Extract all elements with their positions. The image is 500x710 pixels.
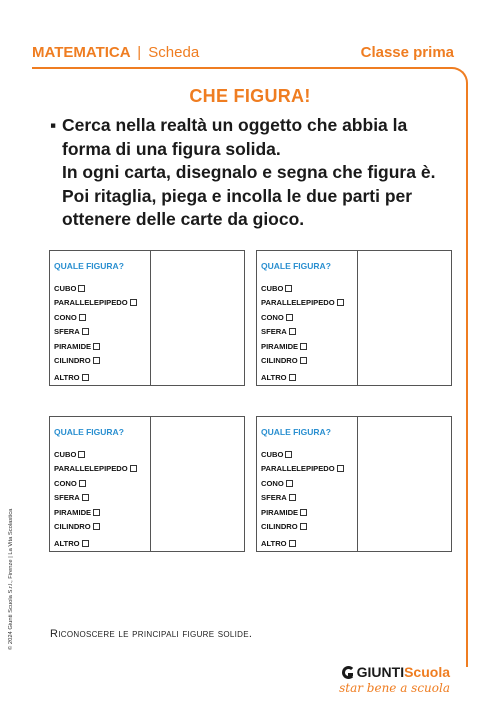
bullet-icon: ▪ <box>50 115 57 135</box>
option-cono: CONO <box>54 479 86 488</box>
learning-objective: Riconoscere le principali figure solide. <box>50 628 253 640</box>
checkbox[interactable] <box>300 523 307 530</box>
option-piramide: PIRAMIDE <box>261 508 307 517</box>
checkbox[interactable] <box>289 374 296 381</box>
option-cubo: CUBO <box>261 284 292 293</box>
checkbox[interactable] <box>289 494 296 501</box>
option-parallelepipedo: PARALLELEPIPEDO <box>261 464 344 473</box>
header-separator: | <box>137 44 142 61</box>
checkbox[interactable] <box>286 314 293 321</box>
checkbox[interactable] <box>337 299 344 306</box>
option-parallelepipedo: PARALLELEPIPEDO <box>54 298 137 307</box>
card-question: QUALE FIGURA? <box>54 427 124 437</box>
game-card <box>256 250 452 386</box>
option-sfera: SFERA <box>54 493 89 502</box>
sheet-label: Scheda <box>148 44 200 61</box>
logo-g-icon <box>342 666 355 679</box>
checkbox[interactable] <box>300 357 307 364</box>
instruction-line: In ogni carta, disegnalo e segna che figura è. <box>62 162 436 182</box>
option-altro: ALTRO <box>54 373 89 382</box>
checkbox[interactable] <box>78 285 85 292</box>
checkbox[interactable] <box>93 509 100 516</box>
option-cono: CONO <box>261 313 293 322</box>
logo-brand: GIUNTI Scuola <box>339 664 450 680</box>
checkbox[interactable] <box>285 285 292 292</box>
option-cono: CONO <box>54 313 86 322</box>
checkbox[interactable] <box>82 540 89 547</box>
option-piramide: PIRAMIDE <box>261 342 307 351</box>
checkbox[interactable] <box>93 357 100 364</box>
option-sfera: SFERA <box>261 493 296 502</box>
checkbox[interactable] <box>289 540 296 547</box>
option-parallelepipedo: PARALLELEPIPEDO <box>261 298 344 307</box>
checkbox[interactable] <box>79 480 86 487</box>
game-card <box>49 250 245 386</box>
option-parallelepipedo: PARALLELEPIPEDO <box>54 464 137 473</box>
option-altro: ALTRO <box>54 539 89 548</box>
subject-name: MATEMATICA <box>32 44 131 61</box>
game-card <box>256 416 452 552</box>
checkbox[interactable] <box>78 451 85 458</box>
checkbox[interactable] <box>300 343 307 350</box>
option-sfera: SFERA <box>54 327 89 336</box>
instruction-line: Poi ritaglia, piega e incolla le due parti per <box>62 185 413 206</box>
checkbox[interactable] <box>130 465 137 472</box>
subject-label <box>32 44 199 61</box>
option-cono: CONO <box>261 479 293 488</box>
option-cubo: CUBO <box>261 450 292 459</box>
option-cubo: CUBO <box>54 284 85 293</box>
instruction-line: ottenere delle carte da gioco. <box>62 209 305 229</box>
checkbox[interactable] <box>289 328 296 335</box>
option-sfera: SFERA <box>261 327 296 336</box>
copyright-notice: © 2024 Giunti Scuola S.r.l., Firenze | La Vita Scolastica <box>8 508 14 650</box>
card-options-panel <box>50 251 151 385</box>
card-question: QUALE FIGURA? <box>261 261 331 271</box>
page-title: CHE FIGURA! <box>189 86 311 106</box>
checkbox[interactable] <box>79 314 86 321</box>
instructions <box>50 114 450 232</box>
checkbox[interactable] <box>93 343 100 350</box>
checkbox[interactable] <box>130 299 137 306</box>
option-cilindro: CILINDRO <box>54 356 100 365</box>
instruction-line: ▪ Cerca nella realtà un oggetto che abbia la <box>50 114 450 138</box>
card-options-panel <box>257 417 358 551</box>
checkbox[interactable] <box>300 509 307 516</box>
option-piramide: PIRAMIDE <box>54 342 100 351</box>
card-options-panel <box>257 251 358 385</box>
option-cilindro: CILINDRO <box>54 522 100 531</box>
instruction-line: forma di una figura solida. <box>62 138 281 159</box>
publisher-logo <box>339 664 450 695</box>
checkbox[interactable] <box>93 523 100 530</box>
card-options-panel <box>50 417 151 551</box>
option-altro: ALTRO <box>261 539 296 548</box>
option-cubo: CUBO <box>54 450 85 459</box>
option-altro: ALTRO <box>261 373 296 382</box>
checkbox[interactable] <box>337 465 344 472</box>
checkbox[interactable] <box>82 328 89 335</box>
option-cilindro: CILINDRO <box>261 522 307 531</box>
checkbox[interactable] <box>82 494 89 501</box>
card-question: QUALE FIGURA? <box>54 261 124 271</box>
option-piramide: PIRAMIDE <box>54 508 100 517</box>
game-card <box>49 416 245 552</box>
card-question: QUALE FIGURA? <box>261 427 331 437</box>
checkbox[interactable] <box>286 480 293 487</box>
logo-tagline: star bene a scuola <box>339 681 450 695</box>
option-cilindro: CILINDRO <box>261 356 307 365</box>
page-header <box>32 44 454 64</box>
checkbox[interactable] <box>285 451 292 458</box>
checkbox[interactable] <box>82 374 89 381</box>
class-label: Classe prima <box>360 44 454 61</box>
